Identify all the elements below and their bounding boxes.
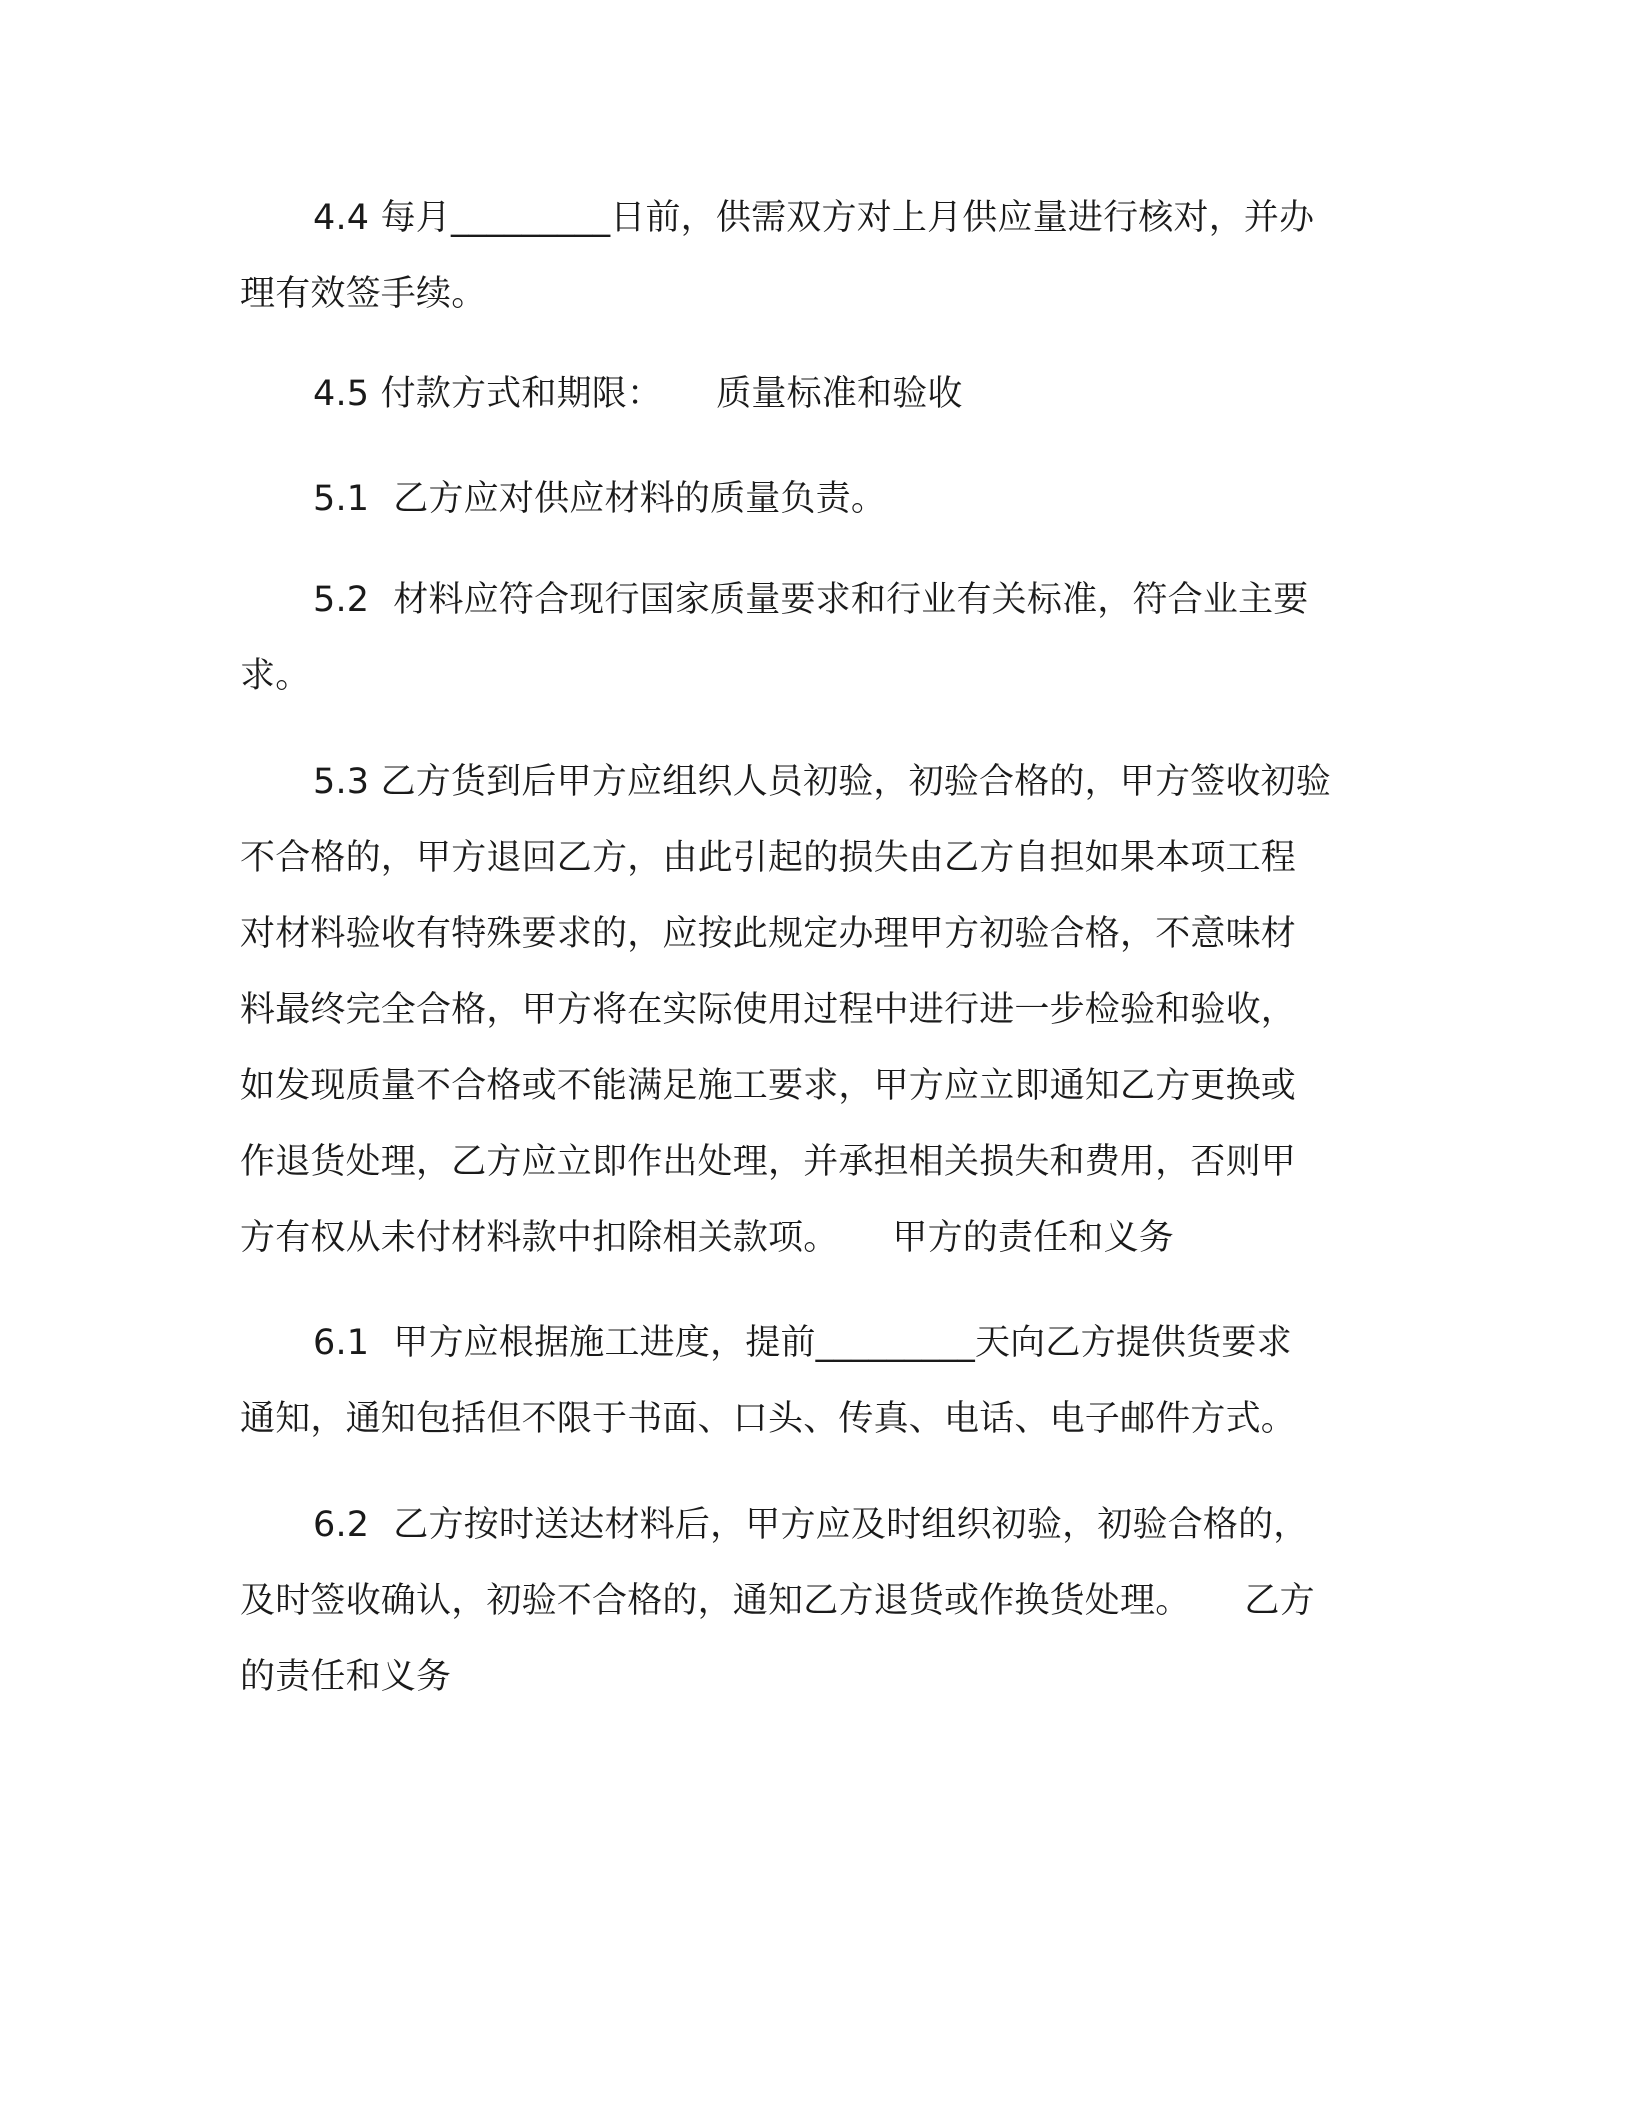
clause-6-1-line-1: 6.1 甲方应根据施工进度，提前_________天向乙方提供货要求 (313, 1323, 1292, 1363)
clause-5-3-line-1: 5.3 乙方货到后甲方应组织人员初验，初验合格的，甲方签收初验 (313, 762, 1331, 802)
clause-5-3-line-4: 料最终完全合格，甲方将在实际使用过程中进行进一步检验和验收， (240, 990, 1297, 1030)
clause-5-3-line-6: 作退货处理，乙方应立即作出处理，并承担相关损失和费用，否则甲 (240, 1142, 1297, 1182)
clause-6-2-line-1: 6.2 乙方按时送达材料后，甲方应及时组织初验，初验合格的， (313, 1505, 1309, 1545)
clause-5-2-line-2: 求。 (240, 656, 311, 696)
clause-5-3-line-5: 如发现质量不合格或不能满足施工要求，甲方应立即通知乙方更换或 (240, 1066, 1297, 1106)
clause-5-3-line-2: 不合格的，甲方退回乙方，由此引起的损失由乙方自担如果本项工程 (240, 838, 1297, 878)
clause-5-1: 5.1 乙方应对供应材料的质量负责。 (313, 479, 887, 519)
clause-5-2-line-1: 5.2 材料应符合现行国家质量要求和行业有关标准，符合业主要 (313, 580, 1309, 620)
clause-6-1-line-2: 通知，通知包括但不限于书面、口头、传真、电话、电子邮件方式。 (240, 1399, 1297, 1439)
section-heading-party-b-part-1: 乙方 (1244, 1581, 1315, 1621)
section-heading-party-b-part-2: 的责任和义务 (240, 1657, 452, 1697)
clause-6-2-line-3 (240, 1655, 451, 1699)
section-heading-party-a: 甲方的责任和义务 (892, 1218, 1175, 1258)
section-heading-quality: 质量标准和验收 (716, 374, 963, 414)
clause-4-4-line-1: 4.4 每月_________日前，供需双方对上月供应量进行核对，并办 (313, 198, 1315, 238)
clause-6-2-line-2: 及时签收确认，初验不合格的，通知乙方退货或作换货处理。 乙方 (240, 1581, 1315, 1621)
clause-4-5: 4.5 付款方式和期限： 质量标准和验收 (313, 374, 963, 414)
clause-5-3-line-7: 方有权从未付材料款中扣除相关款项。 甲方的责任和义务 (240, 1218, 1175, 1258)
clause-4-4-line-2: 理有效签手续。 (240, 274, 487, 314)
clause-5-3-line-3: 对材料验收有特殊要求的，应按此规定办理甲方初验合格，不意味材 (240, 914, 1297, 954)
